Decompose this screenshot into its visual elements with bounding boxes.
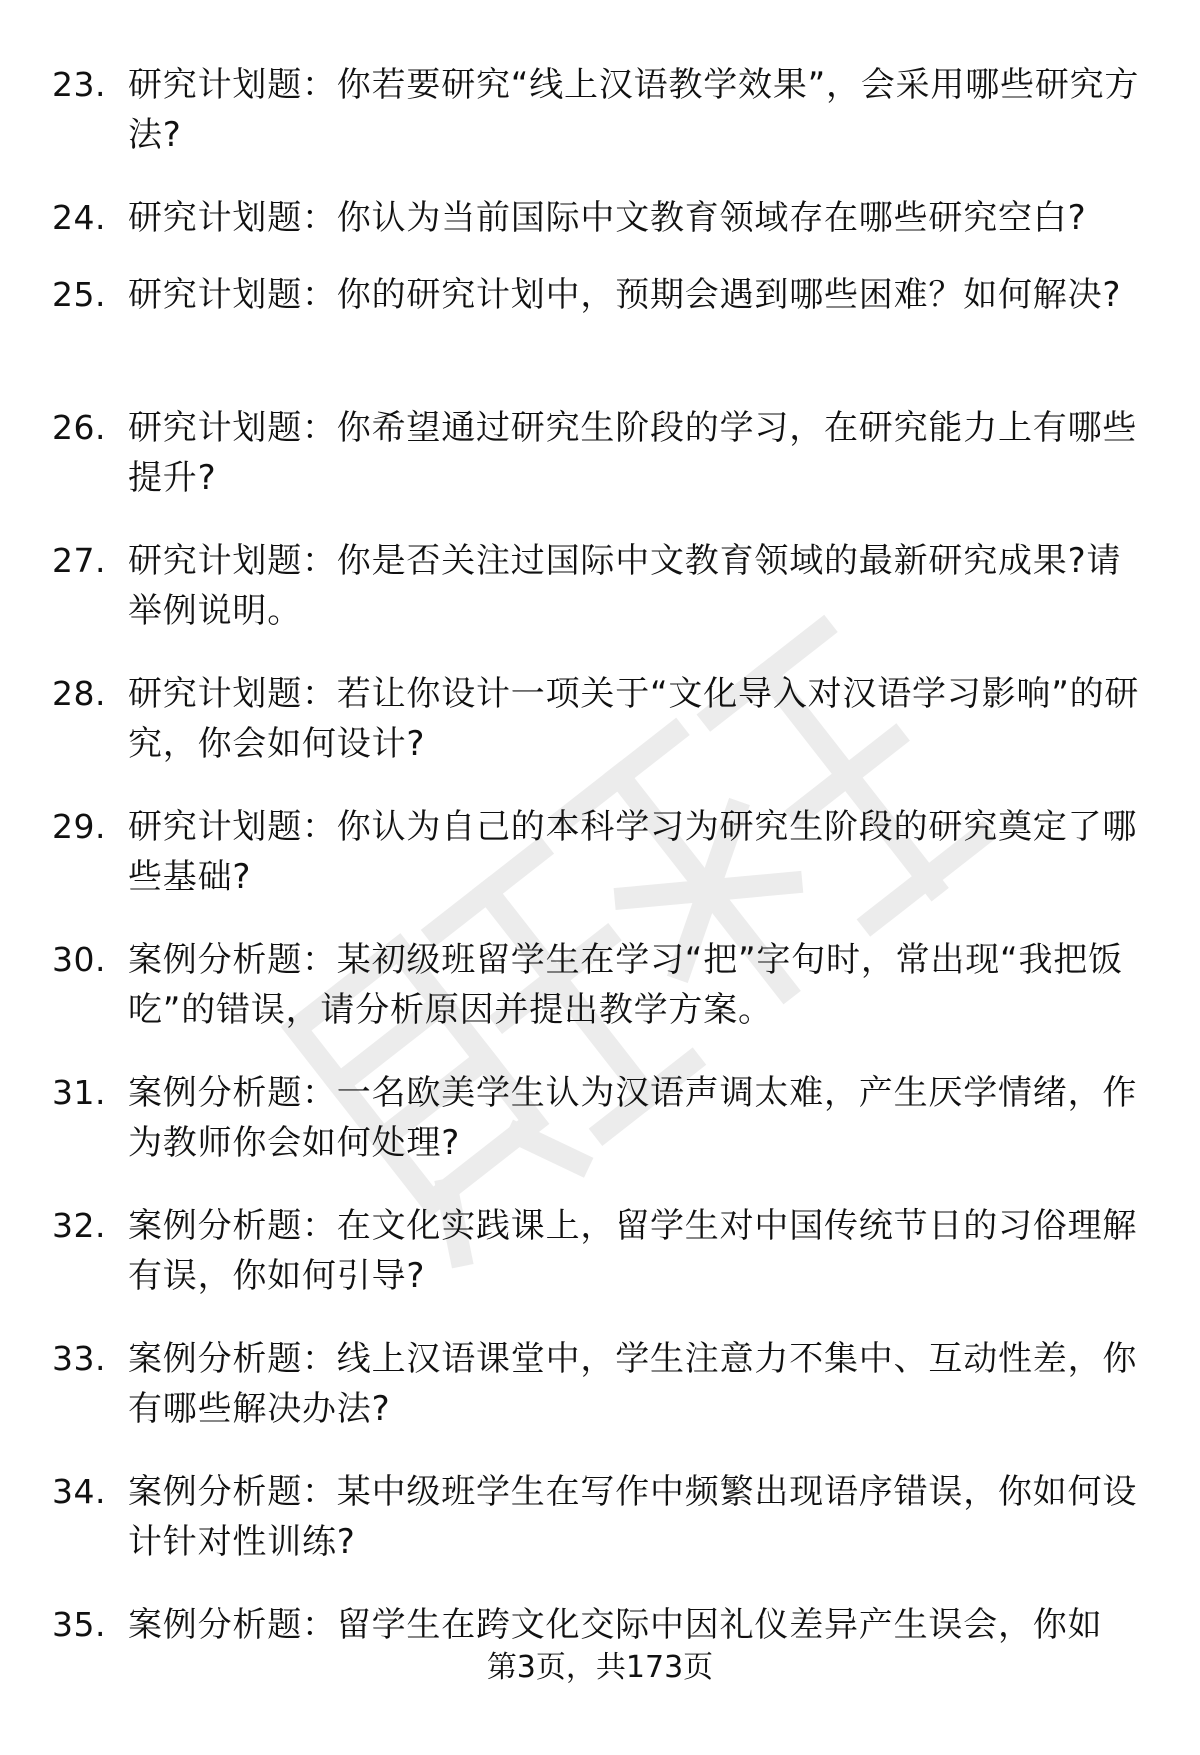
question-number: 32.	[52, 1206, 106, 1245]
question-text: 研究计划题：你认为自己的本科学习为研究生阶段的研究奠定了哪些基础?	[128, 807, 1138, 897]
question-item	[0, 270, 1200, 403]
question-item	[0, 802, 1200, 935]
question-text: 案例分析题：某初级班留学生在学习“把”字句时，常出现“我把饭吃”的错误，请分析原因并提出教学方案。	[128, 940, 1123, 1030]
question-number: 33.	[52, 1339, 106, 1378]
question-number: 25.	[52, 275, 106, 314]
question-number: 23.	[52, 65, 106, 104]
question-text: 研究计划题：你是否关注过国际中文教育领域的最新研究成果?请举例说明。	[128, 541, 1122, 631]
question-text: 案例分析题：某中级班学生在写作中频繁出现语序错误，你如何设计针对性训练?	[128, 1472, 1138, 1562]
page-footer: 第3页，共173页	[486, 1650, 714, 1685]
question-text: 案例分析题：在文化实践课上，留学生对中国传统节日的习俗理解有误，你如何引导?	[128, 1206, 1138, 1296]
question-number: 27.	[52, 541, 106, 580]
question-number: 30.	[52, 940, 106, 979]
question-item	[0, 1334, 1200, 1467]
question-text: 研究计划题：你认为当前国际中文教育领域存在哪些研究空白?	[128, 198, 1087, 238]
question-text: 案例分析题：留学生在跨文化交际中因礼仪差异产生误会，你如	[128, 1605, 1103, 1645]
question-item	[0, 536, 1200, 669]
question-item	[0, 1068, 1200, 1201]
question-item	[0, 193, 1200, 270]
question-item	[0, 60, 1200, 193]
question-text: 案例分析题：一名欧美学生认为汉语声调太难，产生厌学情绪，作为教师你会如何处理?	[128, 1073, 1138, 1163]
question-item	[0, 403, 1200, 536]
question-number: 31.	[52, 1073, 106, 1112]
question-text: 研究计划题：你希望通过研究生阶段的学习，在研究能力上有哪些提升?	[128, 408, 1138, 498]
question-number: 28.	[52, 674, 106, 713]
question-text: 研究计划题：你若要研究“线上汉语教学效果”，会采用哪些研究方法?	[128, 65, 1140, 155]
question-number: 34.	[52, 1472, 106, 1511]
question-number: 26.	[52, 408, 106, 447]
question-item	[0, 1467, 1200, 1600]
question-text: 研究计划题：若让你设计一项关于“文化导入对汉语学习影响”的研究，你会如何设计?	[128, 674, 1140, 764]
question-text: 案例分析题：线上汉语课堂中，学生注意力不集中、互动性差，你有哪些解决办法?	[128, 1339, 1138, 1429]
question-number: 24.	[52, 198, 106, 237]
question-item	[0, 1201, 1200, 1334]
question-item	[0, 935, 1200, 1068]
question-list	[0, 60, 1200, 1660]
question-item	[0, 669, 1200, 802]
question-number: 29.	[52, 807, 106, 846]
question-number: 35.	[52, 1605, 106, 1644]
question-text: 研究计划题：你的研究计划中，预期会遇到哪些困难？如何解决?	[128, 275, 1122, 315]
